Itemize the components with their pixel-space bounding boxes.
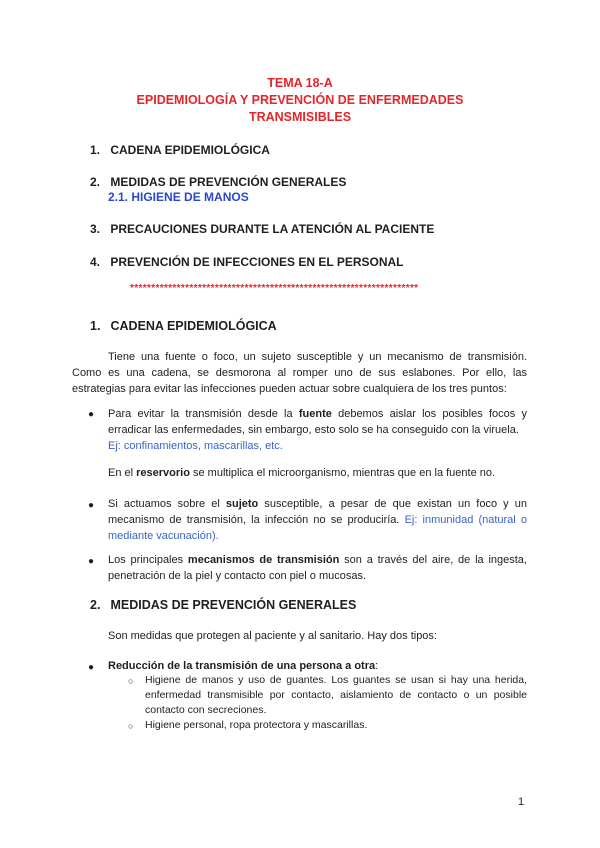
- section-number: 1.: [90, 319, 101, 333]
- toc-number: 2.: [90, 175, 101, 189]
- title-line-2: EPIDEMIOLOGÍA Y PREVENCIÓN DE ENFERMEDADES: [136, 93, 464, 107]
- section-title: CADENA EPIDEMIOLÓGICA: [110, 319, 277, 333]
- example-note: mediante vacunación).: [108, 530, 219, 542]
- intro-line: estrategias para evitar las infecciones pueden actuar sobre cualquiera de los tres puntos:: [72, 383, 507, 395]
- bullet-icon: ●: [88, 556, 95, 567]
- text-line: Higiene personal, ropa protectora y mascarillas.: [145, 719, 368, 731]
- bold-term: reservorio: [136, 467, 190, 479]
- intro-line: Tiene una fuente o foco, un sujeto susceptible y un mecanismo de transmisión.: [108, 351, 527, 363]
- page-number: 1: [518, 796, 525, 808]
- text: se multiplica el microorganismo, mientras que en la fuente no.: [189, 467, 496, 479]
- toc-item-3: [90, 221, 434, 237]
- text-line: enfermedad transmisible por contacto, aislamiento de contacto o un posible: [145, 689, 527, 701]
- bullet-icon: ●: [88, 662, 95, 673]
- section-2-heading: [90, 598, 356, 612]
- title-line-1: TEMA 18-A: [267, 76, 333, 90]
- toc-number: 3.: [90, 222, 101, 236]
- text: mecanismo de transmisión, la infección no se produciría.: [108, 514, 405, 526]
- intro-line: Como es una cadena, se desmorona al romper uno de sus eslabones. Por ello, las: [72, 367, 527, 379]
- bullet-fuente: [108, 406, 527, 454]
- example-note: Ej: inmunidad (natural o: [404, 514, 527, 526]
- section-number: 2.: [90, 598, 101, 612]
- text: En el: [108, 467, 137, 479]
- toc-number: 1.: [90, 143, 101, 157]
- bullet-reduccion: [108, 658, 527, 674]
- section-1-intro: [72, 349, 527, 397]
- text-line: penetración de la piel y contacto con piel o mucosas.: [108, 570, 367, 582]
- toc-item-4: [90, 254, 404, 270]
- toc-label: MEDIDAS DE PREVENCIÓN GENERALES: [110, 175, 347, 189]
- section-2-intro: [108, 628, 527, 644]
- sub-bullet-higiene-personal: [145, 718, 527, 733]
- bullet-mecanismos: [108, 552, 527, 584]
- toc-label: PREVENCIÓN DE INFECCIONES EN EL PERSONAL: [110, 255, 404, 269]
- text: Si actuamos sobre el: [108, 498, 226, 510]
- text-line: contacto con secreciones.: [145, 704, 267, 716]
- sub-bullet-higiene-manos: [145, 673, 527, 718]
- bold-term: mecanismos de transmisión: [187, 554, 340, 566]
- text: son a través del aire, de la ingesta,: [339, 554, 527, 566]
- bold-term: fuente: [298, 408, 332, 420]
- text-line: erradicar las enfermedades, sin embargo, esto solo se ha conseguido con la viruela.: [108, 424, 519, 436]
- text: Los principales: [108, 554, 188, 566]
- toc-label: CADENA EPIDEMIOLÓGICA: [110, 143, 270, 157]
- circle-bullet-icon: ○: [128, 721, 134, 731]
- document-title: [0, 75, 600, 126]
- text: debemos aislar los posibles focos y: [331, 408, 527, 420]
- toc-item-2: [90, 174, 346, 190]
- section-1-heading: [90, 319, 277, 333]
- text: susceptible, a pesar de que existan un foco y un: [258, 498, 527, 510]
- bullet-sujeto: [108, 496, 527, 544]
- toc-number: 4.: [90, 255, 101, 269]
- text-line: Higiene de manos y uso de guantes. Los guantes se usan si hay una herida,: [145, 674, 527, 686]
- bold-term: Reducción de la transmisión de una persona a otra: [108, 660, 376, 672]
- circle-bullet-icon: ○: [128, 676, 134, 686]
- bullet-icon: ●: [88, 409, 95, 420]
- text: :: [375, 660, 379, 672]
- reservorio-note: [108, 465, 527, 481]
- text: Para evitar la transmisión desde la: [108, 408, 299, 420]
- toc-item-1: [90, 142, 270, 158]
- toc-label: PRECAUCIONES DURANTE LA ATENCIÓN AL PACIENTE: [110, 222, 435, 236]
- section-title: MEDIDAS DE PREVENCIÓN GENERALES: [110, 598, 357, 612]
- example-note: Ej: confinamientos, mascarillas, etc.: [108, 440, 283, 452]
- toc-subitem-2-1: 2.1. HIGIENE DE MANOS: [108, 190, 249, 204]
- bullet-icon: ●: [88, 500, 95, 511]
- bold-term: sujeto: [225, 498, 259, 510]
- separator-line: ********************************************************************: [130, 283, 419, 294]
- text-line: Son medidas que protegen al paciente y al sanitario. Hay dos tipos:: [108, 630, 437, 642]
- title-line-3: TRANSMISIBLES: [248, 110, 352, 124]
